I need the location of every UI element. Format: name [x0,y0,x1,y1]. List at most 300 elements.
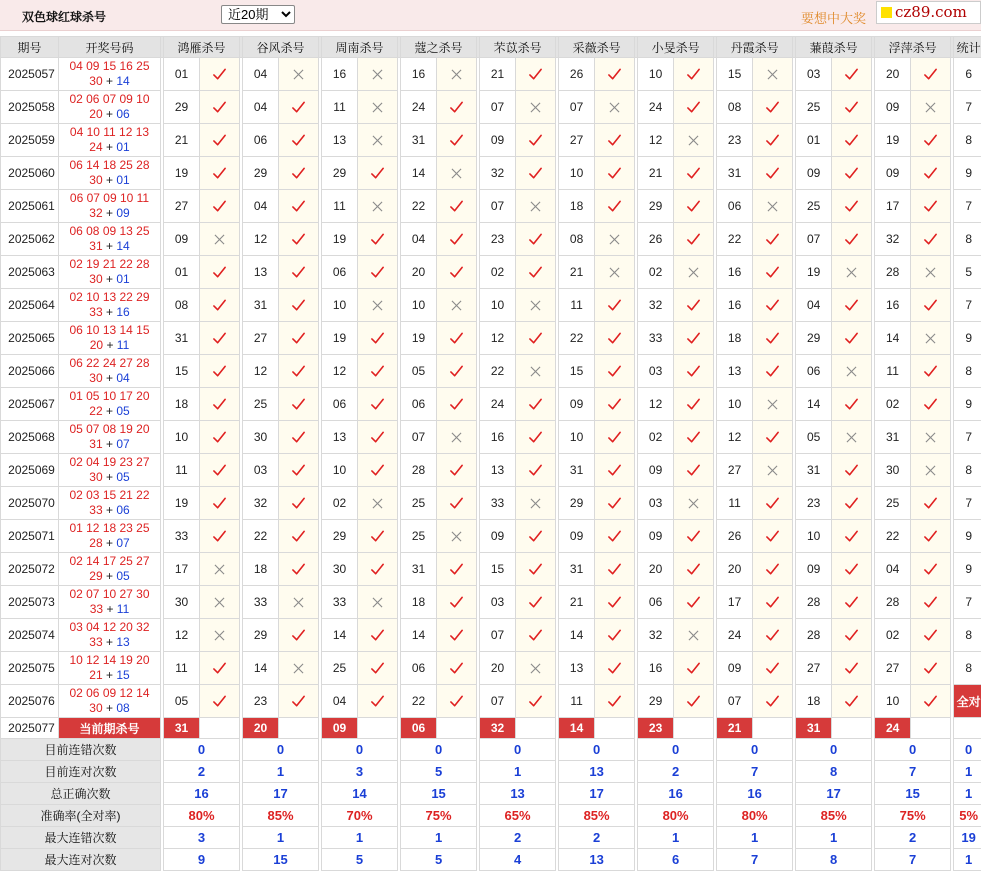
hit-mark [279,157,319,190]
hit-mark [437,685,477,718]
kill-number: 11 [717,487,753,520]
check-icon [686,429,701,443]
check-icon [607,66,622,80]
kill-number: 05 [796,421,832,454]
check-icon [844,396,859,410]
hit-mark [200,157,240,190]
check-icon [528,66,543,80]
hit-mark [753,553,793,586]
blue-number: 14 [116,239,130,253]
draw-numbers [59,322,161,355]
hit-mark [832,58,872,91]
check-icon [844,495,859,509]
blue-number: 05 [116,404,130,418]
kill-number: 27 [559,124,595,157]
hit-mark [911,487,951,520]
miss-mark [200,553,240,586]
kill-number: 03 [480,586,516,619]
kill-number: 26 [638,223,674,256]
hit-mark [595,652,635,685]
stat-cell: 5 [954,256,981,289]
summary-value: 2 [559,827,635,849]
hit-mark [832,619,872,652]
col-predictor-2: 谷风杀号 [243,37,319,58]
hit-mark [753,355,793,388]
summary-value: 0 [796,739,872,761]
check-icon [765,627,780,641]
kill-number: 07 [796,223,832,256]
cross-icon [530,100,541,114]
cross-icon [293,661,304,675]
red-number-6: 32 [89,206,103,220]
draw-numbers [59,157,161,190]
check-icon [528,132,543,146]
cross-icon [925,331,936,345]
hit-mark [753,322,793,355]
kill-number: 09 [796,157,832,190]
hit-mark [753,124,793,157]
period-cell: 2025071 [1,520,59,553]
miss-mark [437,157,477,190]
hit-mark [358,322,398,355]
hit-mark [674,157,714,190]
kill-number: 21 [559,256,595,289]
check-icon [765,429,780,443]
summary-value: 2 [164,761,240,783]
cross-icon [372,496,383,510]
check-icon [686,561,701,575]
hit-mark [911,652,951,685]
hit-mark [437,223,477,256]
hit-mark [674,586,714,619]
kill-number: 17 [717,586,753,619]
draw-numbers [59,124,161,157]
check-icon [291,99,306,113]
summary-value: 80% [164,805,240,827]
check-icon [291,132,306,146]
summary-value: 1 [638,827,714,849]
col-predictor-5: 芣苡杀号 [480,37,556,58]
kill-number: 13 [559,652,595,685]
hit-mark [911,586,951,619]
kill-number: 10 [164,421,200,454]
current-period-cell: 2025077 [1,718,59,739]
kill-number: 09 [638,454,674,487]
check-icon [686,660,701,674]
check-icon [291,396,306,410]
red-numbers-line-1: 02 19 21 22 28 [69,257,150,271]
hit-mark [911,223,951,256]
summary-stat: 0 [954,739,981,761]
hit-mark [516,124,556,157]
hit-mark [674,454,714,487]
kill-number: 10 [796,520,832,553]
check-icon [607,660,622,674]
col-predictor-1: 鸿雁杀号 [164,37,240,58]
summary-label: 最大连错次数 [1,827,161,849]
hit-mark [595,157,635,190]
check-icon [528,165,543,179]
miss-mark [911,322,951,355]
check-icon [449,264,464,278]
summary-stat: 1 [954,783,981,805]
stat-cell: 8 [954,124,981,157]
kill-number: 12 [638,124,674,157]
check-icon [212,528,227,542]
kill-number: 13 [717,355,753,388]
check-icon [212,363,227,377]
hit-mark [279,454,319,487]
check-icon [370,429,385,443]
blue-number: 05 [116,569,130,583]
cross-icon [293,595,304,609]
summary-value: 1 [717,827,793,849]
hit-mark [200,124,240,157]
hit-mark [595,322,635,355]
summary-value: 0 [322,739,398,761]
blue-number: 11 [116,602,130,616]
kill-number: 24 [717,619,753,652]
check-icon [844,132,859,146]
hit-mark [516,520,556,553]
miss-mark [279,652,319,685]
hit-mark [674,388,714,421]
kill-number: 19 [164,157,200,190]
hit-mark [753,91,793,124]
period-cell: 2025063 [1,256,59,289]
kill-number: 30 [164,586,200,619]
col-stat: 统计 [954,37,981,58]
red-number-6: 31 [89,437,103,451]
red-numbers-line-1: 02 03 15 21 22 [69,488,150,502]
red-number-6: 30 [89,371,103,385]
hit-mark [516,454,556,487]
miss-mark [516,91,556,124]
summary-value: 15 [243,849,319,871]
check-icon [212,462,227,476]
blue-number: 01 [116,272,130,286]
check-icon [212,660,227,674]
kill-number: 21 [480,58,516,91]
red-number-6: 33 [89,305,103,319]
kill-number: 30 [322,553,358,586]
hit-mark [279,256,319,289]
summary-value: 0 [480,739,556,761]
hit-mark [358,520,398,553]
plus-sign: + [106,602,114,616]
table-row [1,421,981,454]
current-empty-mark [437,718,477,739]
hit-mark [674,355,714,388]
hit-mark [832,685,872,718]
stat-cell: 7 [954,91,981,124]
summary-value: 1 [796,827,872,849]
hit-mark [832,454,872,487]
check-icon [923,528,938,542]
kill-number: 07 [480,190,516,223]
kill-number: 22 [559,322,595,355]
kill-number: 29 [322,520,358,553]
red-numbers-line-1: 10 12 14 19 20 [69,653,150,667]
hit-mark [832,223,872,256]
kill-number: 26 [559,58,595,91]
summary-value: 7 [875,849,951,871]
check-icon [765,297,780,311]
period-cell: 2025069 [1,454,59,487]
blue-number: 01 [116,173,130,187]
kill-number: 01 [796,124,832,157]
miss-mark [516,289,556,322]
summary-value: 0 [164,739,240,761]
period-cell: 2025067 [1,388,59,421]
table-row [1,124,981,157]
check-icon [607,495,622,509]
miss-mark [516,487,556,520]
hit-mark [279,355,319,388]
cross-icon [688,628,699,642]
hit-mark [437,388,477,421]
kill-number: 29 [638,685,674,718]
period-cell: 2025070 [1,487,59,520]
header-row [1,37,981,58]
period-cell: 2025062 [1,223,59,256]
summary-value: 1 [243,761,319,783]
check-icon [844,297,859,311]
kill-number: 32 [875,223,911,256]
kill-number: 06 [243,124,279,157]
current-kill-number: 09 [322,718,358,739]
table-row [1,58,981,91]
kill-number: 24 [480,388,516,421]
cross-icon [372,133,383,147]
cross-icon [846,265,857,279]
kill-number: 09 [480,520,516,553]
summary-value: 80% [717,805,793,827]
draw-numbers [59,685,161,718]
hit-mark [200,256,240,289]
check-icon [923,693,938,707]
check-icon [370,330,385,344]
hit-mark [437,553,477,586]
kill-number: 18 [717,322,753,355]
kill-number: 02 [480,256,516,289]
hit-mark [279,685,319,718]
check-icon [449,363,464,377]
hit-mark [832,190,872,223]
kill-number: 27 [717,454,753,487]
kill-number: 25 [796,190,832,223]
check-icon [686,693,701,707]
cross-icon [214,595,225,609]
kill-number: 02 [638,421,674,454]
plus-sign: + [105,305,113,319]
summary-row [1,827,981,849]
hit-mark [595,124,635,157]
cross-icon [451,529,462,543]
kill-number: 29 [322,157,358,190]
kill-number: 10 [638,58,674,91]
brand-logo[interactable] [876,1,981,24]
check-icon [291,627,306,641]
check-icon [607,462,622,476]
cross-icon [767,397,778,411]
red-numbers-line-1: 03 04 12 20 32 [69,620,150,634]
summary-value: 1 [243,827,319,849]
check-icon [370,693,385,707]
cross-icon [293,67,304,81]
kill-number: 15 [480,553,516,586]
red-numbers-line-1: 06 07 09 10 11 [69,191,150,205]
red-number-6: 21 [89,668,103,682]
col-predictor-10: 浮萍杀号 [875,37,951,58]
summary-value: 17 [796,783,872,805]
hit-mark [437,124,477,157]
summary-value: 7 [875,761,951,783]
cross-icon [688,133,699,147]
hit-mark [595,586,635,619]
blue-number: 11 [116,338,130,352]
hit-mark [437,256,477,289]
hit-mark [911,289,951,322]
cross-icon [925,100,936,114]
check-icon [528,330,543,344]
blue-number: 06 [116,503,130,517]
check-icon [291,198,306,212]
blue-number: 16 [116,305,130,319]
hit-mark [200,190,240,223]
kill-number: 17 [875,190,911,223]
plus-sign: + [105,206,113,220]
kill-number: 32 [480,157,516,190]
hit-mark [911,190,951,223]
check-icon [291,297,306,311]
kill-number: 20 [401,256,437,289]
miss-mark [595,256,635,289]
current-empty-mark [911,718,951,739]
period-select[interactable] [221,5,295,24]
kill-number: 19 [322,223,358,256]
kill-number: 25 [243,388,279,421]
summary-value: 65% [480,805,556,827]
kill-number: 20 [717,553,753,586]
kill-number: 10 [322,289,358,322]
summary-value: 7 [717,761,793,783]
check-icon [291,165,306,179]
stat-cell: 8 [954,454,981,487]
hit-mark [595,685,635,718]
cross-icon [688,265,699,279]
kill-number: 19 [796,256,832,289]
miss-mark [437,58,477,91]
summary-value: 14 [322,783,398,805]
current-kill-number: 20 [243,718,279,739]
plus-sign: + [105,536,113,550]
check-icon [923,495,938,509]
current-empty-mark [200,718,240,739]
red-numbers-line-1: 02 04 19 23 27 [69,455,150,469]
kill-number: 31 [243,289,279,322]
kill-number: 26 [717,520,753,553]
check-icon [923,561,938,575]
table-row [1,520,981,553]
hit-mark [358,157,398,190]
period-cell: 2025065 [1,322,59,355]
kill-number: 19 [322,322,358,355]
check-icon [449,660,464,674]
kill-number: 10 [559,157,595,190]
check-icon [528,264,543,278]
blue-number: 14 [116,74,130,88]
kill-number: 12 [243,355,279,388]
check-icon [844,528,859,542]
cross-icon [214,628,225,642]
hit-mark [832,520,872,553]
kill-number: 27 [243,322,279,355]
kill-number: 27 [164,190,200,223]
current-empty-mark [753,718,793,739]
draw-numbers [59,619,161,652]
hit-mark [753,157,793,190]
summary-value: 2 [875,827,951,849]
kill-number: 09 [559,520,595,553]
draw-numbers [59,256,161,289]
check-icon [212,99,227,113]
red-number-6: 28 [89,536,103,550]
hit-mark [911,685,951,718]
draw-numbers [59,58,161,91]
check-icon [923,132,938,146]
check-icon [607,627,622,641]
hit-mark [437,91,477,124]
plus-sign: + [105,404,113,418]
hit-mark [753,487,793,520]
check-icon [212,198,227,212]
miss-mark [911,454,951,487]
cross-icon [925,265,936,279]
kill-number: 11 [559,289,595,322]
cross-icon [767,199,778,213]
blue-number: 07 [116,437,130,451]
hit-mark [753,619,793,652]
kill-number: 31 [796,454,832,487]
kill-number: 29 [243,157,279,190]
check-icon [923,627,938,641]
hit-mark [516,322,556,355]
red-numbers-line-1: 02 06 07 09 10 [69,92,150,106]
check-icon [607,132,622,146]
hit-mark [358,619,398,652]
cross-icon [372,67,383,81]
check-icon [607,330,622,344]
hit-mark [911,124,951,157]
summary-value: 5 [322,849,398,871]
kill-number: 28 [875,586,911,619]
check-icon [528,396,543,410]
kill-number: 04 [243,91,279,124]
blue-number: 15 [116,668,130,682]
hit-mark [674,520,714,553]
check-icon [449,396,464,410]
summary-value: 8 [796,849,872,871]
table-row [1,91,981,124]
slogan-text: 要想中大奖 [801,11,867,26]
plus-sign: + [105,635,113,649]
hit-mark [200,322,240,355]
check-icon [765,660,780,674]
summary-value: 6 [638,849,714,871]
table-row [1,388,981,421]
check-icon [923,594,938,608]
